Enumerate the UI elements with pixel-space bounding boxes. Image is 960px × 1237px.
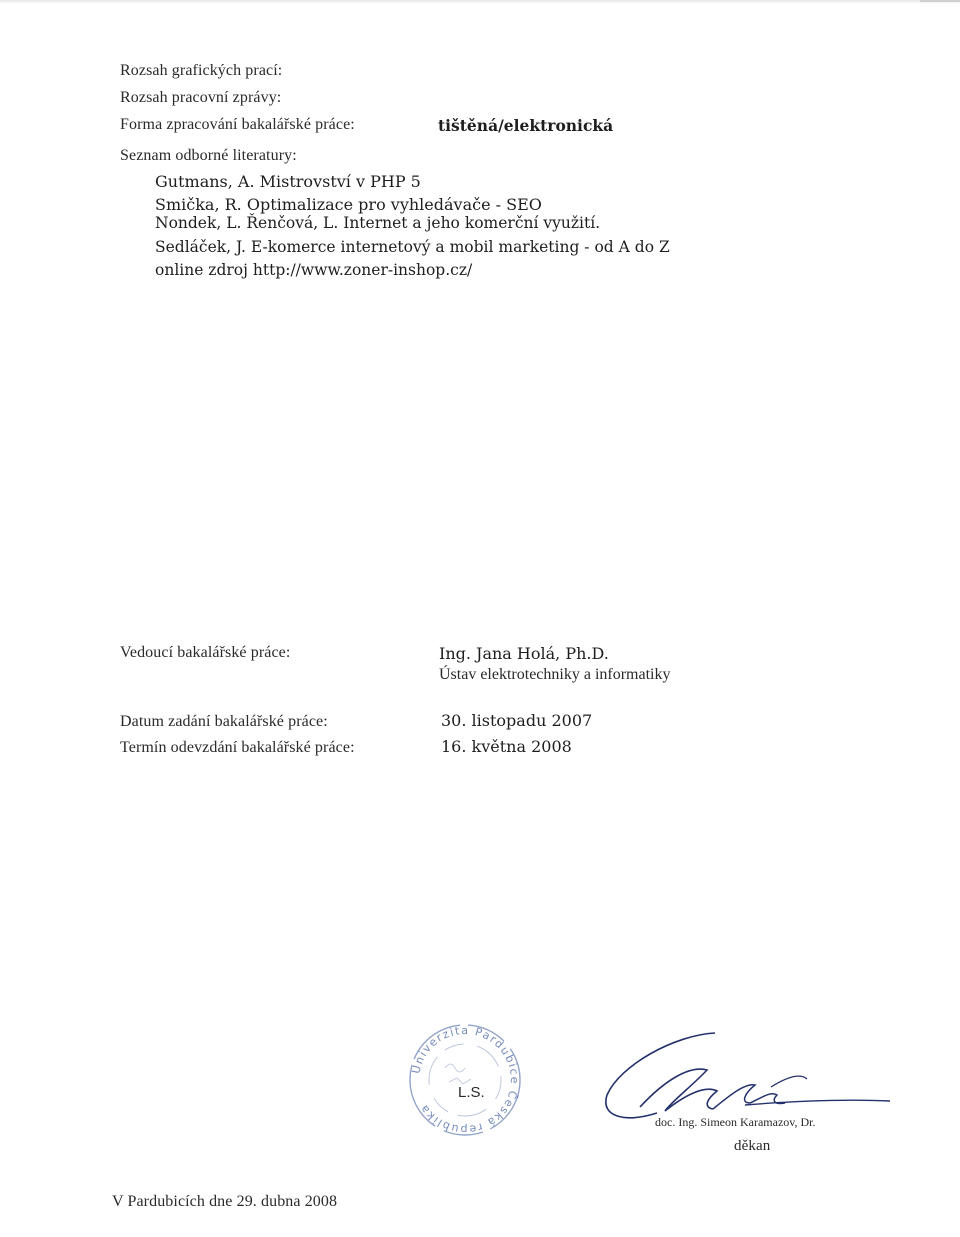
literature-item: Sedláček, J. E-komerce internetový a mobil marketing - od A do Z: [155, 238, 670, 256]
assigned-date-value: 30. listopadu 2007: [441, 711, 593, 730]
supervisor-name: Ing. Jana Holá, Ph.D.: [439, 644, 609, 663]
deadline-date-label: Termín odevzdání bakalářské práce:: [120, 739, 355, 756]
ls-mark: L.S.: [458, 1084, 485, 1101]
svg-text:Univerzita Pardubice Česká re: Univerzita Pardubice Česká republika: [409, 1023, 522, 1137]
literature-label: Seznam odborné literatury:: [120, 147, 297, 164]
form-value: tištěná/elektronická: [438, 116, 614, 135]
literature-item: online zdroj http://www.zoner-inshop.cz/: [155, 261, 473, 279]
place-date: V Pardubicích dne 29. dubna 2008: [112, 1193, 338, 1210]
form-label: Forma zpracování bakalářské práce:: [120, 116, 355, 133]
scan-corner-mark: [920, 0, 960, 20]
literature-item: Nondek, L. Řenčová, L. Internet a jeho komerční využití.: [155, 214, 601, 232]
literature-item: Gutmans, A. Mistrovství v PHP 5: [155, 172, 421, 191]
literature-item: Smička, R. Optimalizace pro vyhledávače - SEO: [155, 195, 542, 214]
signatory-role: děkan: [734, 1138, 771, 1154]
scan-edge: [0, 0, 960, 4]
deadline-date-value: 16. května 2008: [441, 737, 572, 756]
report-scope-label: Rozsah pracovní zprávy:: [120, 89, 282, 106]
supervisor-institute: Ústav elektrotechniky a informatiky: [439, 666, 671, 683]
assigned-date-label: Datum zadání bakalářské práce:: [120, 713, 328, 730]
university-stamp: [405, 1020, 525, 1140]
signatory-name: doc. Ing. Simeon Karamazov, Dr.: [655, 1115, 816, 1129]
supervisor-label: Vedoucí bakalářské práce:: [120, 644, 291, 661]
graphics-scope-label: Rozsah grafických prací:: [120, 62, 283, 79]
